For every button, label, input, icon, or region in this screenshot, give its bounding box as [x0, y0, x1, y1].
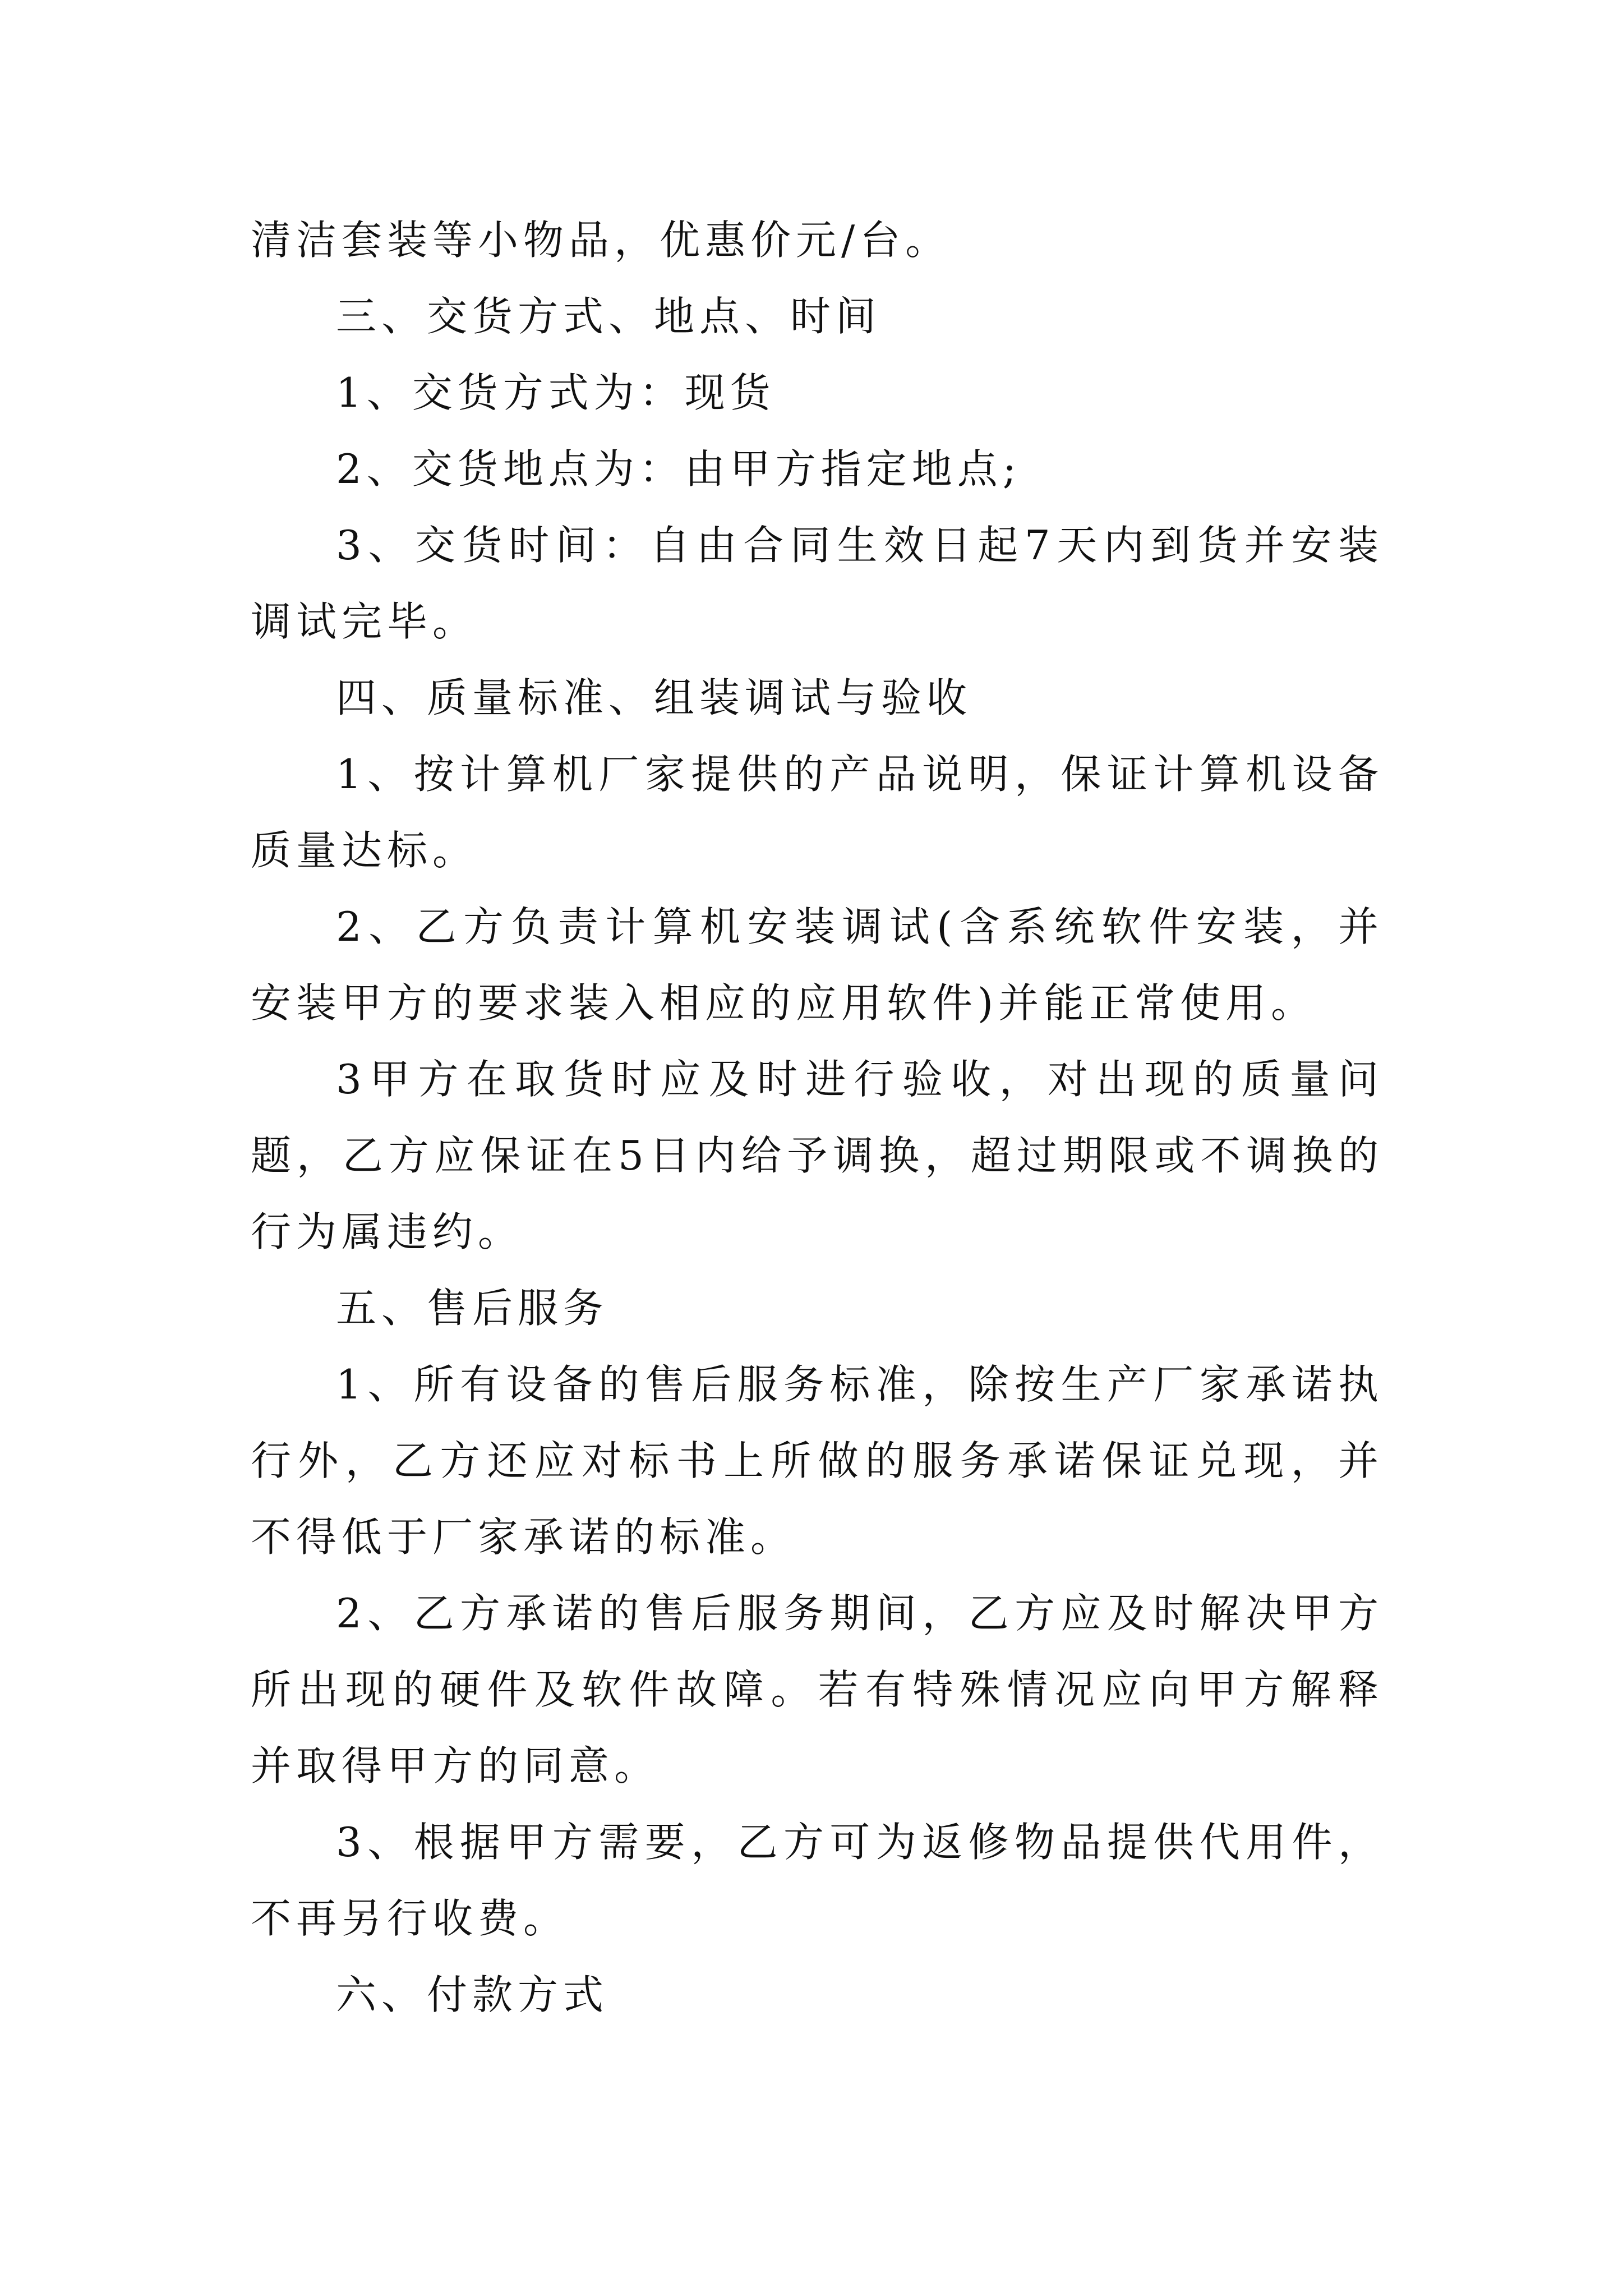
clause-delivery-time: 3、交货时间：自由合同生效日起7天内到货并安装调试完毕。	[251, 522, 1384, 645]
clause-service-standard: 1、所有设备的售后服务标准，除按生产厂家承诺执行外，乙方还应对标书上所做的服务承诺保证兑现，并不得低于厂家承诺的标准。	[251, 1361, 1384, 1561]
section-heading-after-sales: 五、售后服务	[336, 1285, 609, 1332]
section-heading-payment: 六、付款方式	[336, 1971, 609, 2018]
section-heading-delivery: 三、交货方式、地点、时间	[336, 293, 882, 340]
clause-service-period: 2、乙方承诺的售后服务期间，乙方应及时解决甲方所出现的硬件及软件故障。若有特殊情况应向甲方解释并取得甲方的同意。	[251, 1590, 1384, 1789]
clause-delivery-method: 1、交货方式为：现货	[336, 369, 776, 416]
section-heading-quality: 四、质量标准、组装调试与验收	[336, 674, 972, 721]
clause-installation: 2、乙方负责计算机安装调试(含系统软件安装，并安装甲方的要求装入相应的应用软件)并能正常使用。	[251, 903, 1384, 1027]
clause-quality-standard: 1、按计算机厂家提供的产品说明，保证计算机设备质量达标。	[251, 751, 1384, 874]
clause-acceptance: 3甲方在取货时应及时进行验收，对出现的质量问题，乙方应保证在5日内给予调换，超过期限或不调换的行为属违约。	[251, 1056, 1384, 1255]
clause-delivery-location: 2、交货地点为：由甲方指定地点;	[336, 445, 1022, 493]
paragraph-continuation: 清洁套装等小物品，优惠价元/台。	[251, 217, 951, 264]
document-body	[251, 202, 1384, 2033]
clause-replacement-parts: 3、根据甲方需要，乙方可为返修物品提供代用件，不再另行收费。	[251, 1819, 1384, 1942]
